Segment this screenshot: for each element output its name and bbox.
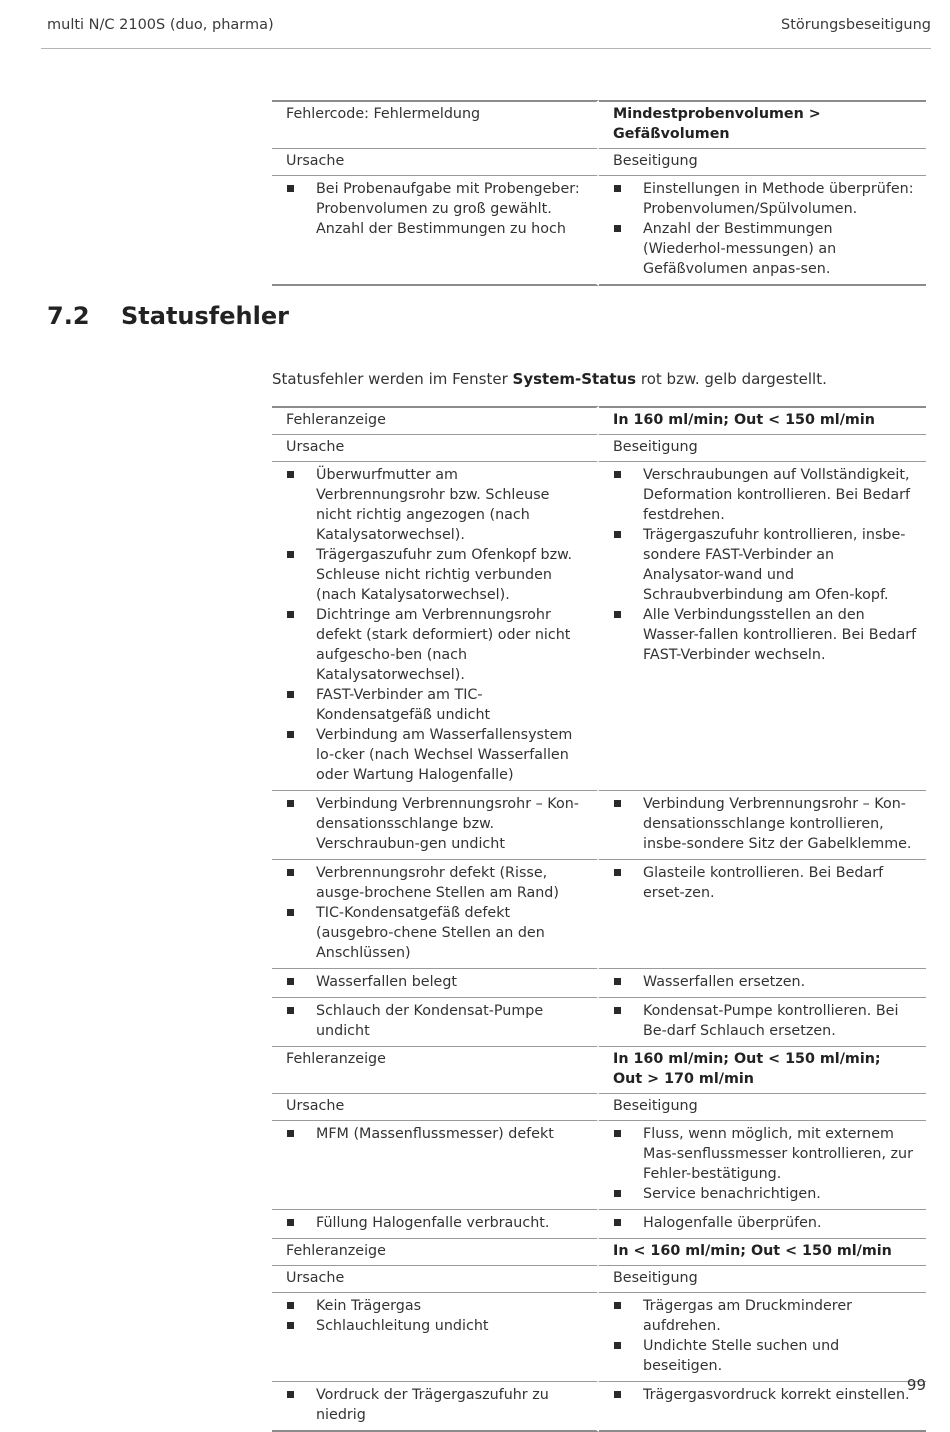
table-row	[272, 100, 926, 148]
list-item: TIC-Kondensatgefäß defekt (ausgebro-chene Stellen an den Anschlüssen)	[286, 903, 588, 963]
table-row	[272, 1046, 926, 1093]
table-row	[272, 1209, 926, 1238]
display-value	[599, 1046, 926, 1093]
list-item: Schlauch der Kondensat-Pumpe undicht	[286, 1001, 588, 1041]
cause-cell	[272, 968, 599, 997]
display-value	[599, 406, 926, 434]
list-item: Verbindung Verbrennungsrohr – Kon-densationsschlange kontrollieren, insbe-sondere Sitz der Gabelklemme.	[613, 794, 918, 854]
status-error-table	[272, 406, 926, 1432]
table-row	[272, 1292, 926, 1381]
list-item: Verbindung Verbrennungsrohr – Kon-densationsschlange bzw. Verschraubun-gen undicht	[286, 794, 588, 854]
section-number: 7.2	[47, 302, 90, 330]
display-value-line: Out > 170 ml/min	[613, 1071, 754, 1087]
table-row	[272, 1265, 926, 1292]
list-item: Verschraubungen auf Vollständigkeit, Deformation kontrollieren. Bei Bedarf festdrehen.	[613, 465, 918, 525]
list-item: Füllung Halogenfalle verbraucht.	[286, 1213, 588, 1233]
cause-cell	[272, 1120, 599, 1209]
fix-header: Beseitigung	[599, 1093, 926, 1120]
fix-header: Beseitigung	[599, 148, 926, 175]
table-row	[272, 1238, 926, 1265]
fix-header: Beseitigung	[599, 434, 926, 461]
page-header	[41, 14, 931, 49]
list-item: Verbrennungsrohr defekt (Risse, ausge-brochene Stellen am Rand)	[286, 863, 588, 903]
fix-cell	[599, 790, 926, 859]
table-row	[272, 968, 926, 997]
error-code-value: Mindestprobenvolumen > Gefäßvolumen	[599, 100, 926, 148]
table-row	[272, 1381, 926, 1432]
cause-cell	[272, 1209, 599, 1238]
fix-cell	[599, 1381, 926, 1432]
fix-cell	[599, 1292, 926, 1381]
table-row	[272, 148, 926, 175]
list-item: Trägergasvordruck korrekt einstellen.	[613, 1385, 918, 1405]
display-value	[599, 1238, 926, 1265]
list-item: MFM (Massenflussmesser) defekt	[286, 1124, 588, 1144]
list-item: Glasteile kontrollieren. Bei Bedarf erset-zen.	[613, 863, 918, 903]
list-item: Bei Probenaufgabe mit Probengeber: Probenvolumen zu groß gewählt. Anzahl der Bestimmungen zu hoch	[286, 179, 588, 239]
list-item: Vordruck der Trägergaszufuhr zu niedrig	[286, 1385, 588, 1425]
intro-text: rot bzw. gelb dargestellt.	[636, 370, 827, 388]
list-item: Wasserfallen ersetzen.	[613, 972, 918, 992]
fix-cell	[599, 997, 926, 1046]
list-item: Anzahl der Bestimmungen (Wiederhol-messungen) an Gefäßvolumen anpas-sen.	[613, 219, 918, 279]
list-item: Einstellungen in Methode überprüfen: Probenvolumen/Spülvolumen.	[613, 179, 918, 219]
display-value-line: In 160 ml/min; Out < 150 ml/min;	[613, 1051, 881, 1067]
list-item: Schlauchleitung undicht	[286, 1316, 588, 1336]
display-label: Fehleranzeige	[272, 1046, 599, 1093]
intro-text: Statusfehler werden im Fenster	[272, 370, 513, 388]
fix-cell	[599, 968, 926, 997]
list-item: Wasserfallen belegt	[286, 972, 588, 992]
chapter-title: Störungsbeseitigung	[781, 17, 931, 33]
section-title: Statusfehler	[121, 302, 289, 330]
fix-header: Beseitigung	[599, 1265, 926, 1292]
table-row	[272, 406, 926, 434]
list-item: Trägergas am Druckminderer aufdrehen.	[613, 1296, 918, 1336]
list-item: Undichte Stelle suchen und beseitigen.	[613, 1336, 918, 1376]
table-row	[272, 1093, 926, 1120]
fix-cell	[599, 1120, 926, 1209]
list-item: Halogenfalle überprüfen.	[613, 1213, 918, 1233]
cause-cell	[272, 859, 599, 968]
cause-header: Ursache	[272, 1265, 599, 1292]
cause-header: Ursache	[272, 434, 599, 461]
error-code-label: Fehlercode: Fehlermeldung	[272, 100, 599, 148]
table-row	[272, 434, 926, 461]
list-item: Kein Trägergas	[286, 1296, 588, 1316]
list-item: FAST-Verbinder am TIC-Kondensatgefäß undicht	[286, 685, 588, 725]
cause-cell	[272, 790, 599, 859]
table-row	[272, 461, 926, 790]
document-title: multi N/C 2100S (duo, pharma)	[47, 17, 274, 33]
fix-cell	[599, 859, 926, 968]
table-row	[272, 175, 926, 286]
cause-cell	[272, 1292, 599, 1381]
list-item: Verbindung am Wasserfallensystem lo-cker (nach Wechsel Wasserfallen oder Wartung Halogenfalle)	[286, 725, 588, 785]
list-item: Überwurfmutter am Verbrennungsrohr bzw. Schleuse nicht richtig angezogen (nach Katalysatorwechsel).	[286, 465, 588, 545]
list-item: Service benachrichtigen.	[613, 1184, 918, 1204]
table-row	[272, 997, 926, 1046]
cause-header: Ursache	[272, 148, 599, 175]
cause-cell	[272, 461, 599, 790]
display-label: Fehleranzeige	[272, 406, 599, 434]
display-value-line: In 160 ml/min; Out < 150 ml/min	[613, 412, 875, 428]
table-row	[272, 859, 926, 968]
list-item: Alle Verbindungsstellen an den Wasser-fallen kontrollieren. Bei Bedarf FAST-Verbinder wechseln.	[613, 605, 918, 665]
display-label: Fehleranzeige	[272, 1238, 599, 1265]
page-number: 99	[906, 1376, 926, 1394]
cause-cell	[272, 1381, 599, 1432]
list-item: Kondensat-Pumpe kontrollieren. Bei Be-darf Schlauch ersetzen.	[613, 1001, 918, 1041]
cause-header: Ursache	[272, 1093, 599, 1120]
list-item: Fluss, wenn möglich, mit externem Mas-senflussmesser kontrollieren, zur Fehler-bestätigung.	[613, 1124, 918, 1184]
section-intro	[272, 370, 827, 388]
table-row	[272, 790, 926, 859]
fix-cell	[599, 461, 926, 790]
list-item: Dichtringe am Verbrennungsrohr defekt (stark deformiert) oder nicht aufgescho-ben (nach Katalysatorwechsel).	[286, 605, 588, 685]
intro-window-name: System-Status	[512, 370, 637, 388]
cause-cell	[272, 997, 599, 1046]
display-value-line: In < 160 ml/min; Out < 150 ml/min	[613, 1243, 892, 1259]
list-item: Trägergaszufuhr kontrollieren, insbe-sondere FAST-Verbinder an Analysator-wand und Schraubverbindung am Ofen-kopf.	[613, 525, 918, 605]
table-row	[272, 1120, 926, 1209]
error-table-sample-volume	[272, 100, 926, 286]
fix-cell	[599, 1209, 926, 1238]
fix-cell	[599, 175, 926, 286]
list-item: Trägergaszufuhr zum Ofenkopf bzw. Schleuse nicht richtig verbunden (nach Katalysatorwechsel).	[286, 545, 588, 605]
cause-cell	[272, 175, 599, 286]
